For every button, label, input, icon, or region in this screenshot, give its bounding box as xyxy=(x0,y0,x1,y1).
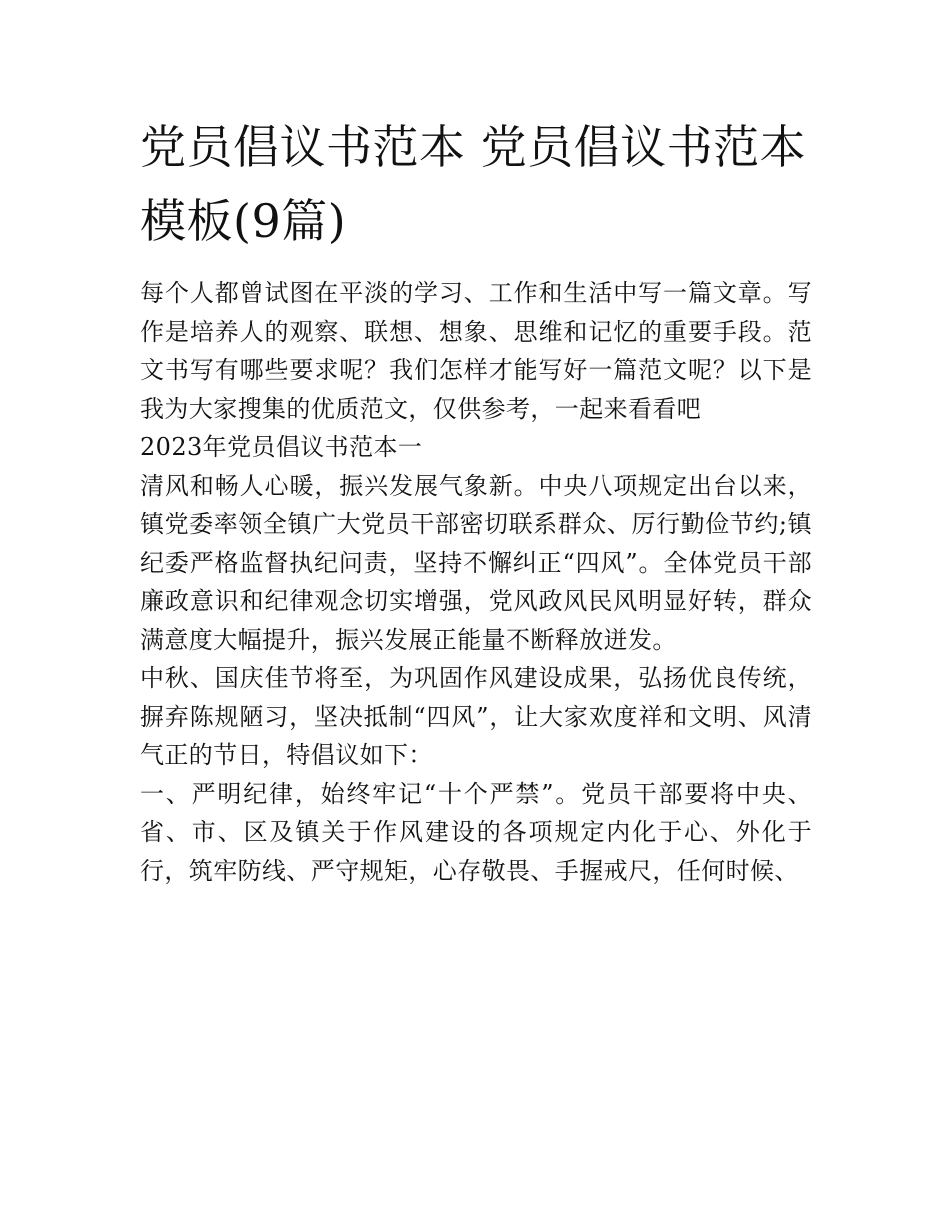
body-paragraph: 一、严明纪律，始终牢记“十个严禁”。党员干部要将中央、省、市、区及镇关于作风建设的各项规定内化于心、外化于行，筑牢防线、严守规矩，心存敬畏、手握戒尺，任何时候、 xyxy=(140,779,812,885)
body-paragraph: 清风和畅人心暖，振兴发展气象新。中央八项规定出台以来，镇党委率领全镇广大党员干部密切联系群众、厉行勤俭节约;镇纪委严格监督执纪问责，坚持不懈纠正“四风”。全体党员干部廉政意识和纪律观念切实增强，党风政风民风明显好转，群众满意度大幅提升，振兴发展正能量不断释放迸发。 xyxy=(140,471,812,654)
intro-paragraph: 每个人都曾试图在平淡的学习、工作和生活中写一篇文章。写作是培养人的观察、联想、想象、思维和记忆的重要手段。范文书写有哪些要求呢？我们怎样才能写好一篇范文呢？以下是我为大家搜集的优质范文，仅供参考，一起来看看吧 xyxy=(140,279,812,423)
section-heading: 2023年党员倡议书范本一 xyxy=(140,433,423,461)
body-paragraph: 中秋、国庆佳节将至，为巩固作风建设成果，弘扬优良传统，摒弃陈规陋习，坚决抵制“四风”，让大家欢度祥和文明、风清气正的节日，特倡议如下： xyxy=(140,664,812,769)
document-body xyxy=(140,110,812,890)
document-title: 党员倡议书范本 党员倡议书范本模板(9篇) xyxy=(140,120,807,248)
